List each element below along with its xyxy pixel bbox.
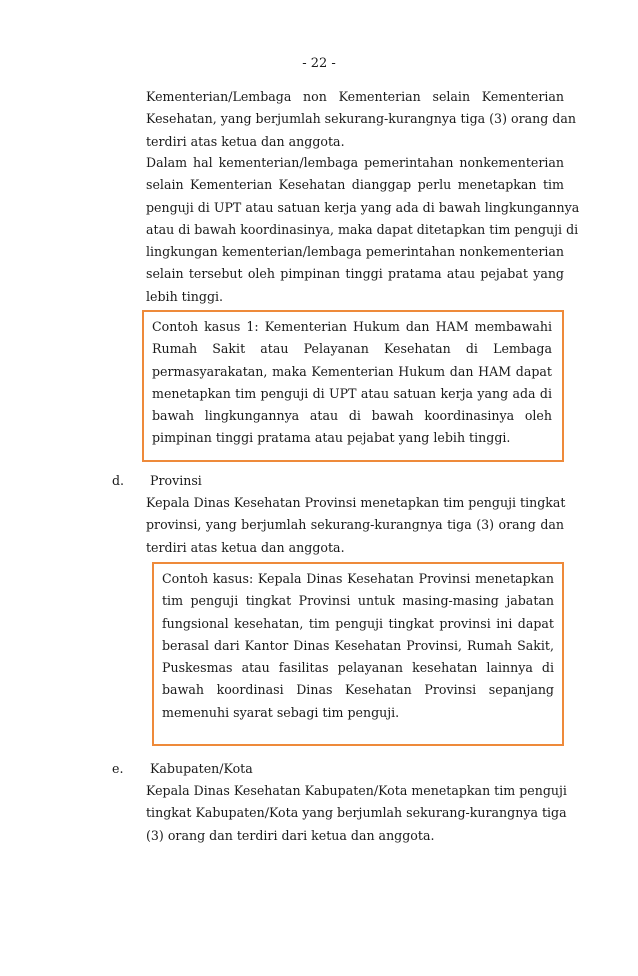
text-line: bawah koordinasi Dinas Kesehatan Provinsi sepanjang [162, 682, 554, 698]
ministry-paragraph [146, 152, 580, 308]
text-line: Rumah Sakit atau Pelayanan Kesehatan di Lembaga [152, 341, 552, 357]
section-e-marker: e. [112, 761, 124, 776]
text-line: Kesehatan, yang berjumlah sekurang-kurangnya tiga (3) orang dan [146, 111, 576, 127]
case-example-text-1 [152, 316, 552, 450]
text-line: Kementerian/Lembaga non Kementerian selain Kementerian [146, 89, 564, 104]
text-line: Kepala Dinas Kesehatan Kabupaten/Kota menetapkan tim penguji [146, 783, 567, 798]
text-line: menetapkan tim penguji di UPT atau satuan kerja yang ada di [152, 385, 552, 401]
section-e-paragraph [146, 780, 567, 847]
text-line: tim penguji tingkat Provinsi untuk masing-masing jabatan [162, 593, 554, 609]
text-line: selain tersebut oleh pimpinan tinggi pratama atau pejabat yang [146, 266, 564, 282]
text-line: permasyarakatan, maka Kementerian Hukum dan HAM dapat [152, 363, 552, 379]
text-line: Puskesmas atau fasilitas pelayanan kesehatan lainnya di [162, 660, 554, 676]
text-line: fungsional kesehatan, tim penguji tingkat provinsi ini dapat [162, 615, 554, 631]
case-example-box-1 [142, 310, 564, 462]
section-e-heading: Kabupaten/Kota [150, 761, 253, 776]
text-line: berasal dari Kantor Dinas Kesehatan Provinsi, Rumah Sakit, [162, 637, 554, 653]
text-line: tingkat Kabupaten/Kota yang berjumlah sekurang-kurangnya tiga [146, 805, 567, 821]
text-line: lingkungan kementerian/lembaga pemerintahan nonkementerian [146, 244, 564, 260]
text-line: terdiri atas ketua dan anggota. [146, 539, 345, 555]
text-line: (3) orang dan terdiri dari ketua dan anggota. [146, 827, 435, 843]
page-number: - 22 - [302, 56, 336, 71]
text-line: Dalam hal kementerian/lembaga pemerintahan nonkementerian [146, 155, 564, 170]
text-line: Contoh kasus 1: Kementerian Hukum dan HAM membawahi [152, 319, 552, 334]
text-line: bawah lingkungannya atau di bawah koordinasinya oleh [152, 408, 552, 424]
text-line: selain Kementerian Kesehatan dianggap perlu menetapkan tim [146, 177, 564, 193]
intro-paragraph [146, 86, 576, 153]
text-line: Kepala Dinas Kesehatan Provinsi menetapkan tim penguji tingkat [146, 495, 566, 510]
text-line: Contoh kasus: Kepala Dinas Kesehatan Provinsi menetapkan [162, 571, 554, 586]
case-example-text-2 [162, 568, 554, 724]
text-line: penguji di UPT atau satuan kerja yang ada di bawah lingkungannya [146, 199, 580, 215]
text-line: memenuhi syarat sebagi tim penguji. [162, 704, 400, 720]
text-line: lebih tinggi. [146, 288, 224, 304]
text-line: pimpinan tinggi pratama atau pejabat yang lebih tinggi. [152, 430, 511, 446]
case-example-box-2 [152, 562, 564, 746]
section-d-heading: Provinsi [150, 473, 202, 488]
text-line: terdiri atas ketua dan anggota. [146, 133, 345, 149]
section-d-paragraph [146, 492, 564, 559]
text-line: provinsi, yang berjumlah sekurang-kurangnya tiga (3) orang dan [146, 517, 564, 533]
text-line: atau di bawah koordinasinya, maka dapat ditetapkan tim penguji di [146, 221, 579, 237]
section-d-marker: d. [112, 473, 125, 488]
